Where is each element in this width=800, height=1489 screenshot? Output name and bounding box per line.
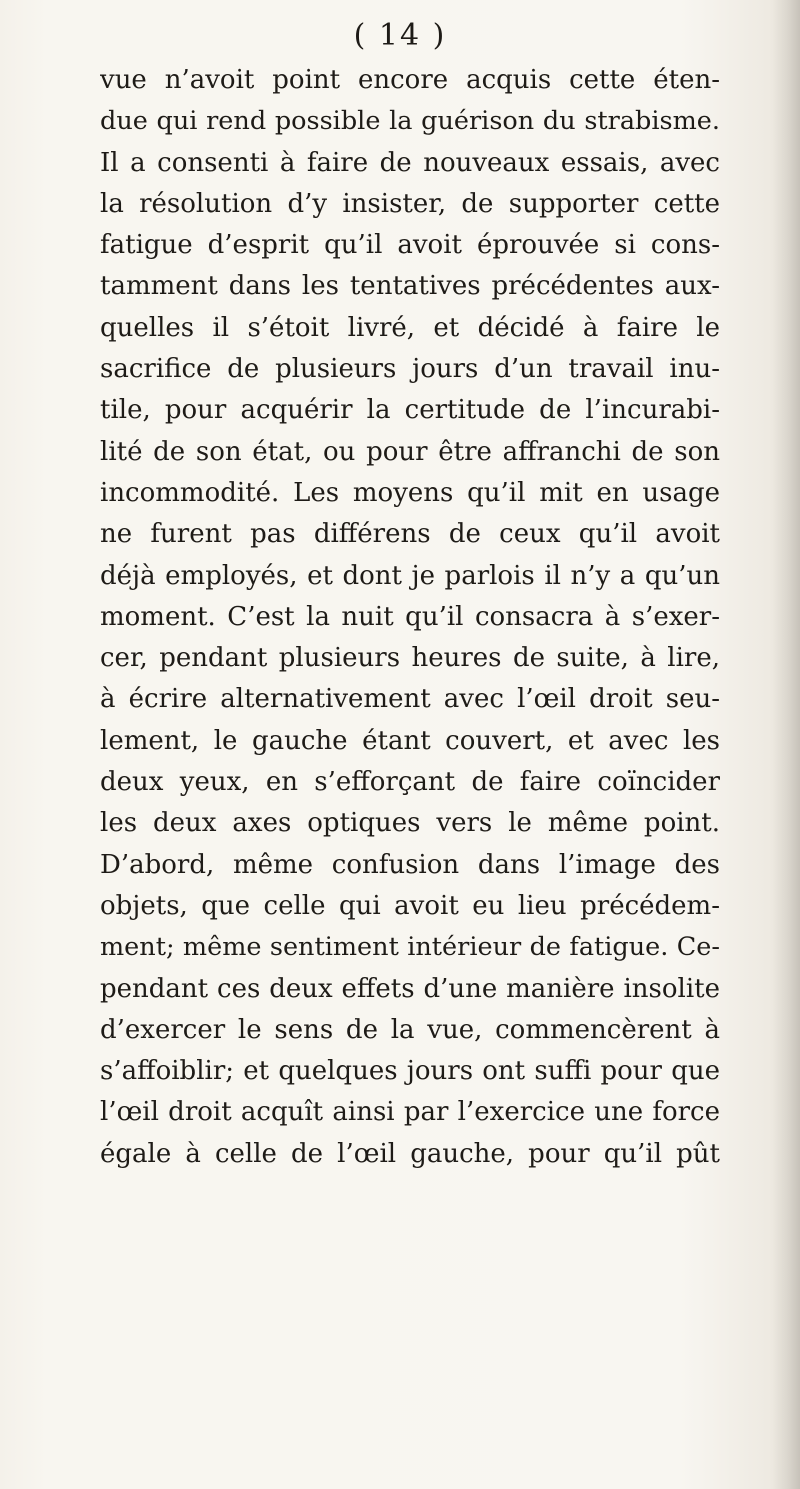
- page-number: ( 14 ): [353, 18, 447, 53]
- text-line: tamment dans les tentatives précédentes aux-: [100, 271, 720, 302]
- text-line: fatigue d’esprit qu’il avoit éprouvée si cons-: [100, 230, 720, 261]
- text-line: pendant ces deux effets d’une manière insolite: [100, 973, 720, 1004]
- text-line: objets, que celle qui avoit eu lieu précédem-: [100, 890, 720, 921]
- text-line: cer, pendant plusieurs heures de suite, à lire,: [100, 643, 720, 674]
- text-line: moment. C’est la nuit qu’il consacra à s’exer-: [100, 601, 720, 632]
- text-line: ne furent pas différens de ceux qu’il avoit: [100, 519, 720, 550]
- text-line: sacrifice de plusieurs jours d’un travail inu-: [100, 354, 720, 385]
- text-line: due qui rend possible la guérison du strabisme.: [100, 106, 720, 137]
- text-line: l’œil droit acquît ainsi par l’exercice une force: [100, 1097, 720, 1128]
- body-text: [100, 60, 720, 1175]
- page-edge-shadow: [772, 0, 800, 1489]
- text-line: Il a consenti à faire de nouveaux essais, avec: [100, 147, 720, 178]
- text-line: déjà employés, et dont je parlois il n’y a qu’un: [100, 560, 720, 591]
- text-line: la résolution d’y insister, de supporter cette: [100, 188, 720, 219]
- text-line: lement, le gauche étant couvert, et avec les: [100, 725, 720, 756]
- text-line: quelles il s’étoit livré, et décidé à faire le: [100, 312, 720, 343]
- text-line: ment; même sentiment intérieur de fatigue. Ce-: [100, 932, 720, 963]
- text-line: deux yeux, en s’efforçant de faire coïncider: [100, 767, 720, 798]
- text-line: tile, pour acquérir la certitude de l’incurabi-: [100, 395, 720, 426]
- text-line: lité de son état, ou pour être affranchi de son: [100, 436, 720, 467]
- text-line: d’exercer le sens de la vue, commencèrent à: [100, 1014, 720, 1045]
- text-line: à écrire alternativement avec l’œil droit seu-: [100, 684, 720, 715]
- text-line: D’abord, même confusion dans l’image des: [100, 849, 720, 880]
- text-line: égale à celle de l’œil gauche, pour qu’il pût: [100, 1138, 720, 1169]
- text-line: incommodité. Les moyens qu’il mit en usage: [100, 477, 720, 508]
- text-line: les deux axes optiques vers le même point.: [100, 808, 720, 839]
- text-line: s’affoiblir; et quelques jours ont suffi pour que: [100, 1056, 720, 1087]
- text-line: vue n’avoit point encore acquis cette éten-: [100, 65, 720, 95]
